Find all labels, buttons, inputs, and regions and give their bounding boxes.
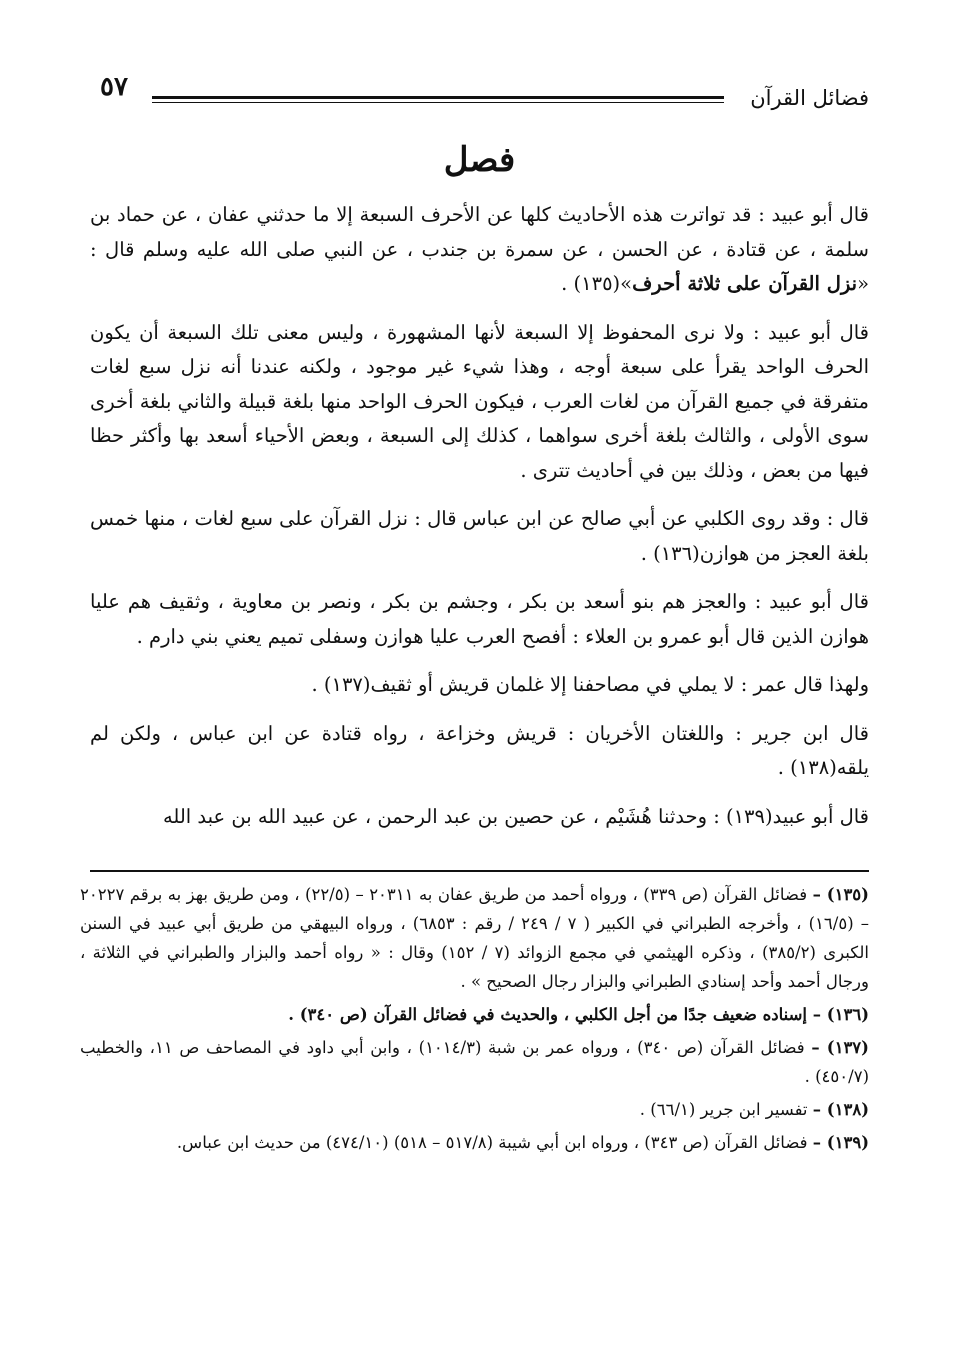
header-rule — [152, 96, 724, 103]
footnote-text: فضائل القرآن (ص ٣٤٠) ، ورواه عمر بن شبة (١٠١٤/٣) ، وابن أبي داود في المصاحف ص ١١، والخطيب (٤٥٠/٧) . — [80, 1038, 869, 1086]
paragraph-text: قال أبو عبيد : قد تواترت هذه الأحاديث كلها عن الأحرف السبعة إلا ما حدثني عفان ، عن حماد بن سلمة ، عن قتادة ، عن الحسن ، عن سمرة بن جندب ، عن النبي صلى الله عليه وسلم قال : « — [90, 203, 869, 295]
footnote — [80, 1095, 869, 1124]
section-title: فصل — [443, 140, 516, 180]
page-header — [90, 62, 869, 124]
paragraph: ولهذا قال عمر : لا يملي في مصاحفنا إلا غلمان قريش أو ثقيف(١٣٧) . — [311, 673, 869, 696]
footnote-number: (١٣٩) – — [812, 1133, 869, 1152]
footnote-number: (١٣٦) – — [812, 1005, 869, 1024]
footnote — [80, 880, 869, 996]
running-title: فضائل القرآن — [750, 86, 869, 110]
footnote-number: (١٣٨) – — [812, 1100, 869, 1119]
hadith-quote: نزل القرآن على ثلاثة أحرف — [632, 272, 858, 295]
paragraph: قال أبو عبيد : والعجز هم بنو أسعد بن بكر ، وجشم بن بكر ، ونصر بن معاوية ، وثقيف هم عليا هوازن الذين قال أبو عمرو بن العلاء : أفصح العرب عليا هوازن وسفلى تميم يعني بني دارم . — [90, 590, 869, 648]
main-text — [90, 198, 869, 848]
paragraph: قال أبو عبيد(١٣٩) : وحدثنا هُشَيْم ، عن حصين بن عبد الرحمن ، عن عبيد الله بن عبد الله — [162, 804, 869, 828]
footnote-text: تفسير ابن جرير (٦٦/١) . — [639, 1100, 808, 1119]
footnote — [80, 1000, 869, 1029]
footnote — [80, 1033, 869, 1091]
paragraph-tail: »(١٣٥) . — [561, 272, 633, 295]
footnote — [80, 1128, 869, 1157]
paragraph: قال : وقد روى الكلبي عن أبي صالح عن ابن عباس قال : نزل القرآن على سبع لغات ، منها خمس بلغة العجز من هوازن(١٣٦) . — [90, 507, 869, 565]
footnote-text: إسناده ضعيف جدًا من أجل الكلبي ، والحديث في فضائل القرآن (ص ٣٤٠) . — [288, 1005, 808, 1024]
paragraph: قال أبو عبيد : ولا نرى المحفوظ إلا السبعة لأنها المشهورة ، وليس معنى تلك السبعة أن يكون الحرف الواحد يقرأ على سبعة أوجه ، وهذا شيء غير موجود ، ولكنه عندنا أنه نزل سبع لغات متفرقة في جميع القرآن من لغات العرب ، فيكون الحرف الواحد منها بلغة قبيلة والثاني بلغة أخرى سوى الأولى ، والثالث بلغة أخرى سواهما ، كذلك إلى السبعة ، وبعض الأحياء أسعد بها وأكثر حظا فيها من بعض ، وذلك بين في أحاديث تترى . — [90, 320, 869, 482]
footnote-text: فضائل القرآن (ص ٣٣٩) ، ورواه أحمد من طريق عفان به ٢٠٣١١ – (٢٢/٥) ، ومن طريق بهز به برقم ٢٠٢٢٧ – (١٦/٥) ، وأخرجه الطبراني في الكبير ( ٧ / ٢٤٩ / رقم : ٦٨٥٣) ، ورواه البيهقي من طريق أبي عبيد في السنن الكبرى (٣٨٥/٢) ، وذكره الهيثمي في مجمع الزوائد (٧ / ١٥٢) وقال : « رواه أحمد والبزار والطبراني في الثلاثة ، ورجال أحمد وأحد إسنادي الطبراني والبزار رجال الصحيح » . — [80, 885, 870, 991]
paragraph: قال ابن جرير : واللغتان الأخريان : قريش وخزاعة ، رواه قتادة عن ابن عباس ، ولكن لم يلقه(١٣٨) . — [90, 721, 869, 779]
paragraph — [90, 198, 869, 302]
footnote-text: فضائل القرآن (ص ٣٤٣) ، ورواه ابن أبي شيبة (٥١٧/٨ – ٥١٨) (٤٧٤/١٠) من حديث ابن عباس. — [176, 1133, 808, 1152]
footnotes — [80, 880, 869, 1161]
page-number: ٥٧ — [100, 72, 128, 102]
footnote-number: (١٣٧) – — [811, 1038, 869, 1057]
footnote-number: (١٣٥) – — [812, 885, 869, 904]
footnote-divider — [90, 870, 869, 872]
